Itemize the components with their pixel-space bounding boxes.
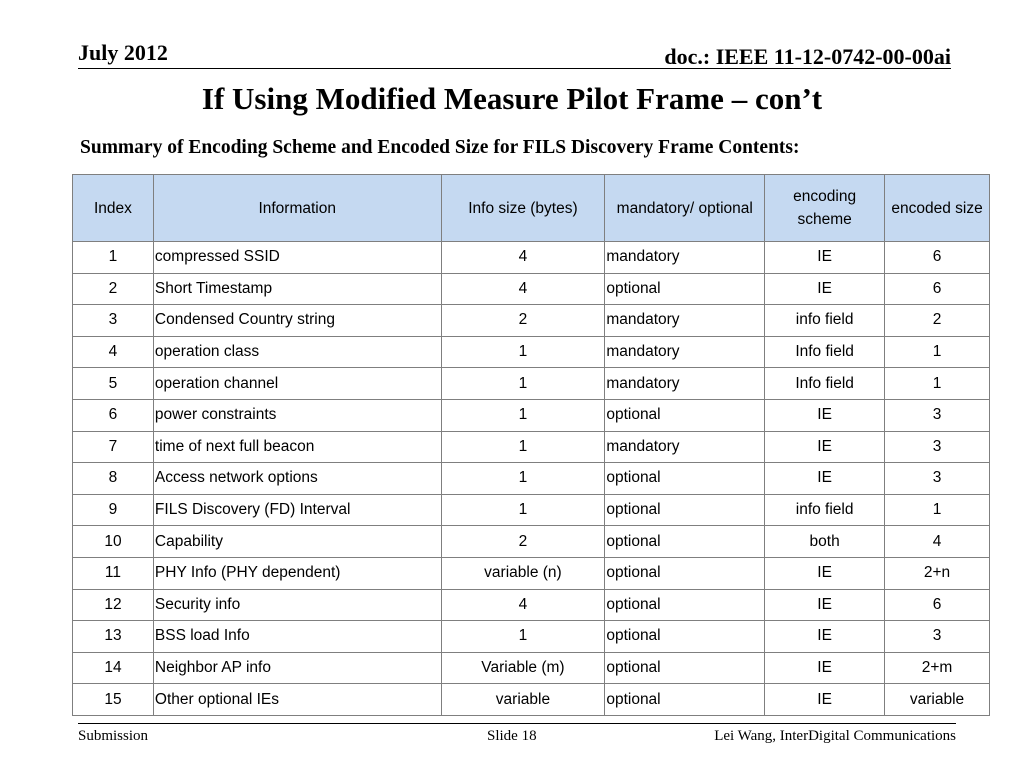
cell-mandatory-optional: optional (605, 557, 765, 589)
table-row (73, 242, 990, 274)
cell-information: Access network options (153, 463, 441, 495)
cell-encoded-size: 6 (885, 242, 990, 274)
cell-information: Condensed Country string (153, 305, 441, 337)
cell-info-size: 1 (441, 494, 605, 526)
cell-mandatory-optional: mandatory (605, 431, 765, 463)
table-row (73, 494, 990, 526)
footer-submission: Submission (78, 728, 149, 744)
cell-mandatory-optional: optional (605, 621, 765, 653)
cell-encoding-scheme: Info field (765, 368, 885, 400)
table-row (73, 431, 990, 463)
cell-encoding-scheme: info field (765, 494, 885, 526)
cell-information: Other optional IEs (153, 684, 441, 716)
cell-encoding-scheme: info field (765, 305, 885, 337)
cell-info-size: 4 (441, 273, 605, 305)
cell-index: 13 (73, 621, 154, 653)
column-header-mandatory-optional: mandatory/ optional (605, 175, 765, 242)
footer-author: Lei Wang, InterDigital Communications (714, 728, 956, 744)
table-header-row (73, 175, 990, 242)
cell-encoded-size: 1 (885, 494, 990, 526)
table-row (73, 273, 990, 305)
cell-encoding-scheme: IE (765, 589, 885, 621)
cell-index: 3 (73, 305, 154, 337)
cell-index: 11 (73, 557, 154, 589)
cell-info-size: 4 (441, 589, 605, 621)
table-row (73, 526, 990, 558)
table-row (73, 368, 990, 400)
column-header-encoded-size: encoded size (885, 175, 990, 242)
cell-index: 6 (73, 399, 154, 431)
cell-mandatory-optional: optional (605, 399, 765, 431)
cell-mandatory-optional: mandatory (605, 305, 765, 337)
cell-encoded-size: 3 (885, 431, 990, 463)
cell-information: Neighbor AP info (153, 652, 441, 684)
cell-index: 14 (73, 652, 154, 684)
encoding-table (72, 174, 990, 716)
cell-index: 12 (73, 589, 154, 621)
cell-information: Capability (153, 526, 441, 558)
cell-info-size: 1 (441, 336, 605, 368)
header-doc-id: doc.: IEEE 11-12-0742-00-00ai (664, 44, 951, 69)
cell-encoding-scheme: both (765, 526, 885, 558)
cell-encoded-size: variable (885, 684, 990, 716)
cell-information: Security info (153, 589, 441, 621)
column-header-information: Information (153, 175, 441, 242)
cell-index: 10 (73, 526, 154, 558)
cell-mandatory-optional: optional (605, 684, 765, 716)
cell-encoded-size: 6 (885, 273, 990, 305)
cell-index: 8 (73, 463, 154, 495)
cell-encoded-size: 3 (885, 621, 990, 653)
cell-info-size: 2 (441, 526, 605, 558)
cell-information: FILS Discovery (FD) Interval (153, 494, 441, 526)
table-row (73, 399, 990, 431)
cell-information: operation channel (153, 368, 441, 400)
footer-slide-number: Slide 18 (487, 728, 537, 744)
cell-info-size: 4 (441, 242, 605, 274)
cell-information: PHY Info (PHY dependent) (153, 557, 441, 589)
table-row (73, 589, 990, 621)
cell-mandatory-optional: optional (605, 463, 765, 495)
cell-encoded-size: 2 (885, 305, 990, 337)
cell-encoding-scheme: IE (765, 684, 885, 716)
cell-encoding-scheme: IE (765, 557, 885, 589)
table-row (73, 557, 990, 589)
cell-index: 1 (73, 242, 154, 274)
cell-index: 2 (73, 273, 154, 305)
table-row (73, 463, 990, 495)
cell-index: 5 (73, 368, 154, 400)
column-header-info-size: Info size (bytes) (441, 175, 605, 242)
cell-encoded-size: 3 (885, 399, 990, 431)
cell-mandatory-optional: mandatory (605, 242, 765, 274)
table-body (73, 242, 990, 716)
cell-info-size: 1 (441, 368, 605, 400)
table-row (73, 621, 990, 653)
cell-info-size: 1 (441, 431, 605, 463)
cell-mandatory-optional: optional (605, 494, 765, 526)
header-date: July 2012 (78, 40, 168, 65)
cell-encoding-scheme: Info field (765, 336, 885, 368)
cell-mandatory-optional: mandatory (605, 336, 765, 368)
cell-index: 15 (73, 684, 154, 716)
cell-mandatory-optional: mandatory (605, 368, 765, 400)
cell-info-size: variable (n) (441, 557, 605, 589)
cell-encoding-scheme: IE (765, 242, 885, 274)
cell-encoding-scheme: IE (765, 463, 885, 495)
cell-encoded-size: 2+m (885, 652, 990, 684)
cell-info-size: Variable (m) (441, 652, 605, 684)
cell-info-size: 2 (441, 305, 605, 337)
cell-encoded-size: 1 (885, 368, 990, 400)
cell-encoded-size: 1 (885, 336, 990, 368)
cell-encoding-scheme: IE (765, 431, 885, 463)
table-row (73, 684, 990, 716)
slide-title: If Using Modified Measure Pilot Frame – con’t (201, 81, 823, 116)
cell-mandatory-optional: optional (605, 526, 765, 558)
cell-index: 7 (73, 431, 154, 463)
cell-encoding-scheme: IE (765, 652, 885, 684)
cell-information: Short Timestamp (153, 273, 441, 305)
cell-info-size: 1 (441, 399, 605, 431)
cell-mandatory-optional: optional (605, 589, 765, 621)
cell-mandatory-optional: optional (605, 652, 765, 684)
cell-info-size: 1 (441, 621, 605, 653)
cell-information: operation class (153, 336, 441, 368)
cell-encoded-size: 2+n (885, 557, 990, 589)
table-row (73, 652, 990, 684)
cell-index: 9 (73, 494, 154, 526)
column-header-encoding-scheme: encoding scheme (765, 175, 885, 242)
table-header (73, 175, 990, 242)
cell-information: BSS load Info (153, 621, 441, 653)
cell-encoded-size: 4 (885, 526, 990, 558)
cell-info-size: variable (441, 684, 605, 716)
footer-divider (78, 723, 956, 724)
cell-information: power constraints (153, 399, 441, 431)
table-row (73, 305, 990, 337)
cell-mandatory-optional: optional (605, 273, 765, 305)
cell-encoded-size: 6 (885, 589, 990, 621)
cell-information: time of next full beacon (153, 431, 441, 463)
slide-subtitle: Summary of Encoding Scheme and Encoded Size for FILS Discovery Frame Contents: (80, 137, 800, 158)
table-row (73, 336, 990, 368)
cell-encoding-scheme: IE (765, 621, 885, 653)
cell-info-size: 1 (441, 463, 605, 495)
cell-encoding-scheme: IE (765, 273, 885, 305)
cell-information: compressed SSID (153, 242, 441, 274)
header-divider (78, 68, 951, 69)
cell-encoding-scheme: IE (765, 399, 885, 431)
column-header-index: Index (73, 175, 154, 242)
cell-encoded-size: 3 (885, 463, 990, 495)
cell-index: 4 (73, 336, 154, 368)
